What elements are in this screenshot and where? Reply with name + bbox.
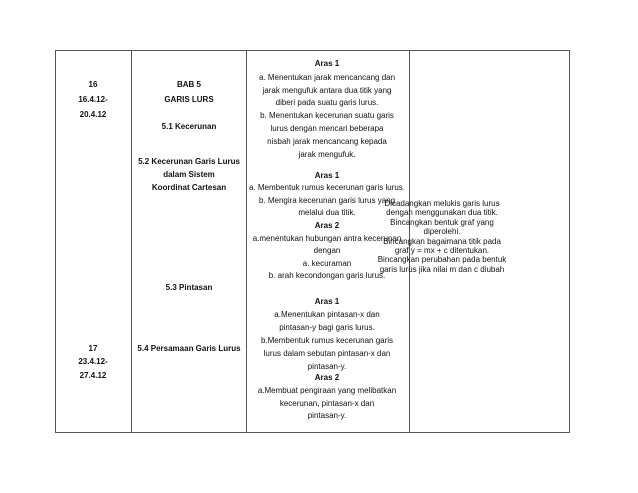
outcome-level-heading: Aras 1 xyxy=(314,59,340,68)
outcome-line: nisbah jarak mencancang kepada xyxy=(267,137,387,146)
outcome-line: jarak mengufuk. xyxy=(298,150,356,159)
outcome-line: a.Menentukan pintasan-x dan xyxy=(274,310,380,319)
topic-5-1: 5.1 Kecerunan xyxy=(161,122,217,131)
outcome-level-heading: Aras 2 xyxy=(314,373,340,382)
week-date-end: 20.4.12 xyxy=(79,110,107,119)
column-divider xyxy=(131,51,132,432)
week-number: 17 xyxy=(88,344,98,353)
outcome-line: b. Menentukan kecerunan suatu garis xyxy=(260,111,394,120)
outcome-line: b. Mengira kecerunan garis lurus yang xyxy=(258,196,396,205)
outcome-line: pintasan-y. xyxy=(307,362,347,371)
note-line: Bincangkan bagaimana titik pada xyxy=(383,236,501,246)
outcome-level-heading: Aras 1 xyxy=(314,171,340,180)
chapter-title: GARIS LURS xyxy=(164,95,214,104)
column-divider xyxy=(246,51,247,432)
topic-5-3: 5.3 Pintasan xyxy=(165,283,213,292)
week-number: 16 xyxy=(88,80,98,89)
outcome-line: melalui dua titik. xyxy=(298,208,356,217)
topic-5-2: 5.2 Kecerunan Garis Lurus xyxy=(138,157,240,166)
outcome-line: pintasan-y. xyxy=(307,411,347,420)
outcome-line: pintasan-y bagi garis lurus. xyxy=(279,323,375,332)
outcome-line: kecerunan, pintasan-x dan xyxy=(279,399,375,408)
outcome-line: b. arah kecondongan garis lurus. xyxy=(268,271,386,280)
outcome-line: b.Membentuk rumus kecerunan garis xyxy=(260,336,394,345)
outcome-line: lurus dengan mencari beberapa xyxy=(270,124,384,133)
outcome-line: a. kecuraman xyxy=(302,259,352,268)
topic-5-2-line2: dalam Sistem xyxy=(163,170,215,179)
outcome-line: lurus dalam sebutan pintasan-x dan xyxy=(263,349,391,358)
topic-5-2-line3: Koordinat Cartesan xyxy=(151,183,227,192)
outcome-line: dengan xyxy=(313,246,341,255)
outcome-line: a.menentukan hubungan antra kecerunan xyxy=(252,234,402,243)
note-line: graf y = mx + c ditentukan. xyxy=(394,246,490,256)
outcome-level-heading: Aras 2 xyxy=(314,221,340,230)
note-line: Dicadangkan melukis garis lurus xyxy=(384,199,500,208)
note-line: garis lurus jika nilai m dan c diubah xyxy=(379,264,505,274)
outcome-line: a.Membuat pengiraan yang melibatkan xyxy=(257,386,397,395)
topic-5-4: 5.4 Persamaan Garis Lurus xyxy=(137,344,241,353)
outcome-line: jarak mengufuk antara dua titik yang xyxy=(262,86,392,95)
week-date-end: 27.4.12 xyxy=(79,371,107,380)
note-line: Bincangkan perubahan pada bentuk xyxy=(377,255,507,265)
outcome-level-heading: Aras 1 xyxy=(314,297,340,306)
teaching-notes xyxy=(362,199,522,274)
outcome-line: a. Membentuk rumus kecerunan garis lurus. xyxy=(248,183,406,192)
week-date-start: 23.4.12- xyxy=(78,357,108,366)
note-line: Bincangkan bentuk graf yang xyxy=(390,217,494,227)
outcome-line: diberi pada suatu garis lurus. xyxy=(275,98,379,107)
week-date-start: 16.4.12- xyxy=(78,95,108,104)
note-line: diperolehi. xyxy=(423,227,461,237)
outcome-line: a. Menentukan jarak mencancang dan xyxy=(258,73,396,82)
chapter-number: BAB 5 xyxy=(176,80,202,89)
note-line: dengan menggunakan dua titik. xyxy=(386,208,498,218)
